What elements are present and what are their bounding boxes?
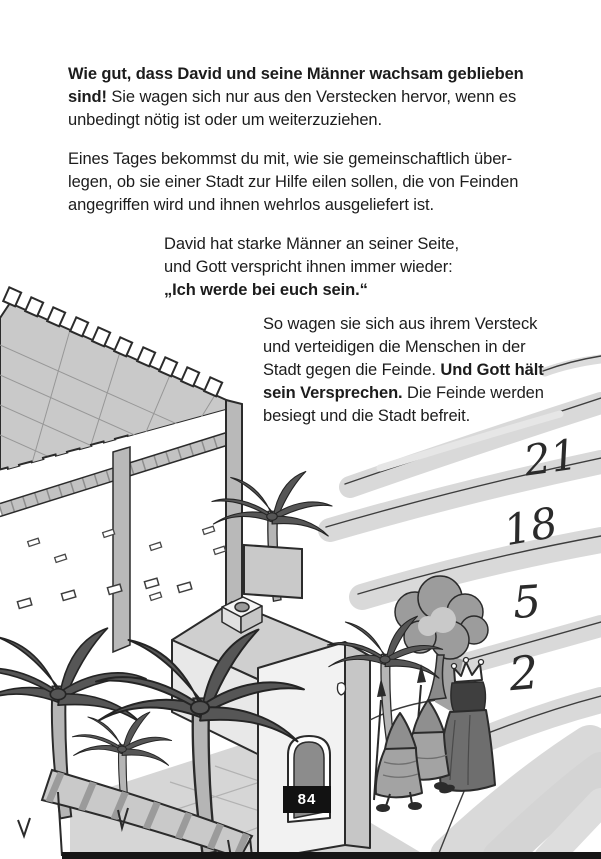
- story-paragraph-3: [164, 233, 459, 302]
- paragraph-text: unbedingt nötig ist oder um weiterzuziehen.: [68, 111, 382, 129]
- paragraph-text: sein Versprechen.: [263, 384, 403, 402]
- paragraph-text: angegriffen wird und ihnen wehrlos ausgeliefert ist.: [68, 196, 434, 214]
- page-bottom-edge: [62, 852, 601, 859]
- trail-number-18: 18: [500, 497, 562, 556]
- god-promise-quote: „Ich werde bei euch sein.“: [164, 281, 368, 299]
- paragraph-text: und Gott verspricht ihnen immer wieder:: [164, 258, 453, 276]
- trail-number-21: 21: [520, 429, 581, 486]
- trail-number-2: 2: [506, 644, 541, 702]
- paragraph-text: So wagen sie sich aus ihrem Versteck: [263, 315, 538, 333]
- story-paragraph-2: [68, 148, 518, 217]
- paragraph-text: Sie wagen sich nur aus den Verstecken hervor, wenn es: [106, 88, 517, 106]
- story-paragraph-4: [263, 313, 544, 428]
- building-doorway: [258, 642, 370, 859]
- paragraph-text: David hat starke Männer an seiner Seite,: [164, 235, 459, 253]
- paragraph-text: und verteidigen die Menschen in der: [263, 338, 526, 356]
- paragraph-text: legen, ob sie einer Stadt zur Hilfe eilen sollen, die von Feinden: [68, 173, 519, 191]
- paragraph-text: sind!: [68, 88, 107, 106]
- paragraph-text: Eines Tages bekommst du mit, wie sie gemeinschaftlich über-: [68, 150, 513, 168]
- paragraph-text: besiegt und die Stadt befreit.: [263, 407, 471, 425]
- page-number: 84: [283, 786, 331, 813]
- paragraph-text: Wie gut, dass David und seine Männer wachsam geblieben: [68, 65, 524, 83]
- paragraph-text: Die Feinde werden: [402, 384, 544, 402]
- paragraph-text: Stadt gegen die Feinde.: [263, 361, 441, 379]
- paragraph-text: Und Gott hält: [440, 361, 544, 379]
- story-paragraph-1: [68, 63, 524, 132]
- trail-number-5: 5: [511, 576, 543, 629]
- planter-box: [244, 545, 302, 598]
- hooded-figure-1: [374, 678, 422, 812]
